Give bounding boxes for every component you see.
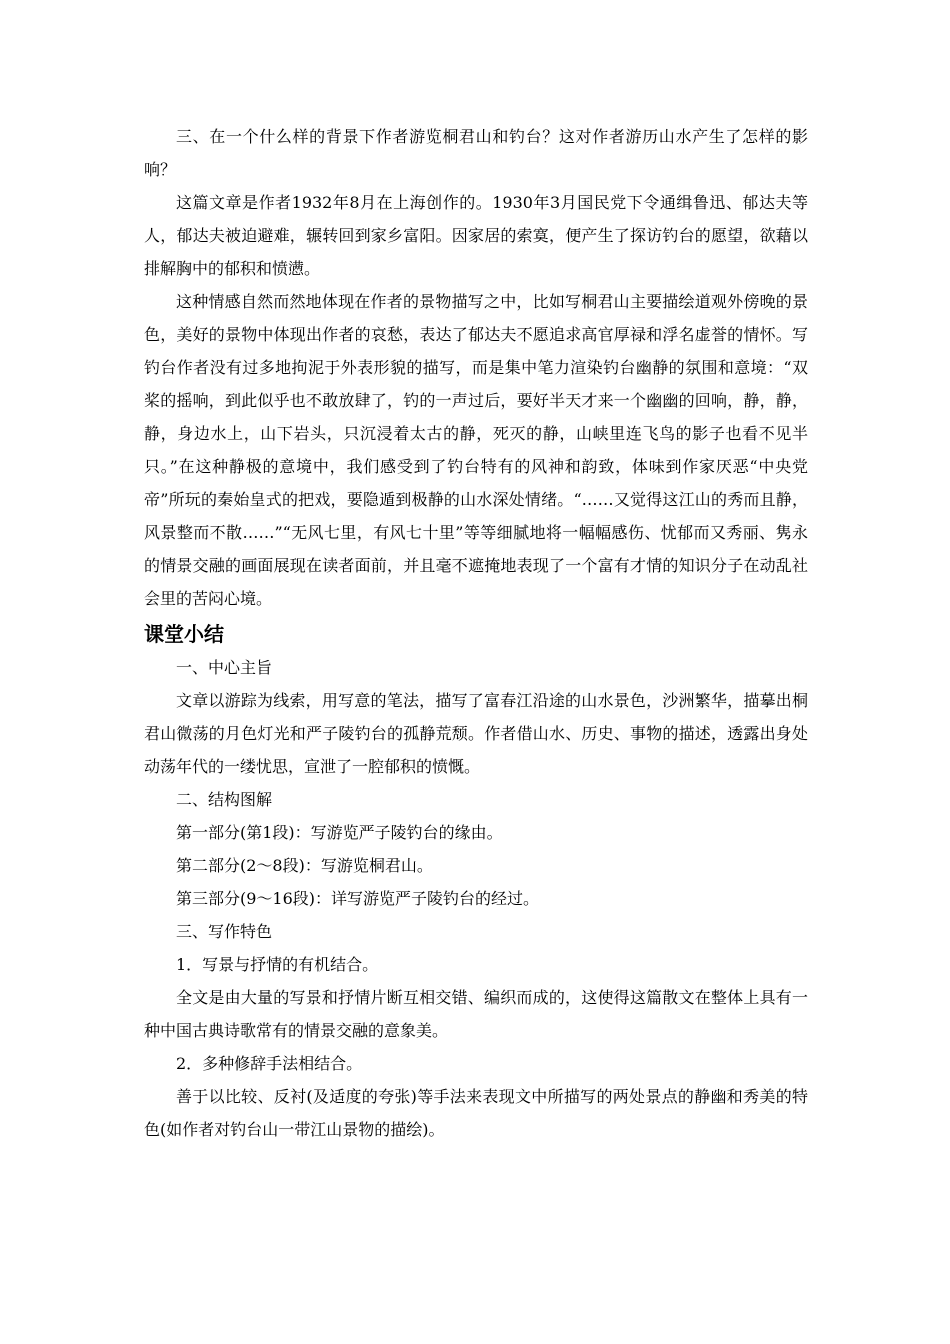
structure-part-two: 第二部分(2～8段)：写游览桐君山。 xyxy=(176,856,433,875)
structure-part-one: 第一部分(第1段)：写游览严子陵钓台的缘由。 xyxy=(176,823,503,842)
feature-two-title: 2．多种修辞手法相结合。 xyxy=(176,1054,363,1073)
summary-central-theme-body: 文章以游踪为线索，用写意的笔法，描写了富春江沿途的山水景色，沙洲繁华，描摹出桐君山微荡的月色灯光和严子陵钓台的孤静荒颓。作者借山水、历史、事物的描述，透露出身处动荡年代的一缕忧思，宣泄了一腔郁积的愤慨。 xyxy=(144,691,808,776)
summary-structure-title: 二、结构图解 xyxy=(176,790,273,809)
summary-central-theme-title: 一、中心主旨 xyxy=(176,658,273,677)
answer-paragraph-emotion: 这种情感自然而然地体现在作者的景物描写之中，比如写桐君山主要描绘道观外傍晚的景色，美好的景物中体现出作者的哀愁，表达了郁达夫不愿追求高官厚禄和浮名虚誉的情怀。写钓台作者没有过多地拘泥于外表形貌的描写，而是集中笔力渲染钓台幽静的氛围和意境：“双桨的摇响，到此似乎也不敢放肆了，钓的一声过后，要好半天才来一个幽幽的回响，静，静，静，身边水上，山下岩头，只沉浸着太古的静，死灭的静，山峡里连飞鸟的影子也看不见半只。”在这种静极的意境中，我们感受到了钓台特有的风神和韵致，体味到作家厌恶“中央党帝”所玩的秦始皇式的把戏，要隐遁到极静的山水深处情绪。“……又觉得这江山的秀而且静，风景整而不散……”“无风七里，有风七十里”等等细腻地将一幅幅感伤、忧郁而又秀丽、隽永的情景交融的画面展现在读者面前，并且毫不遮掩地表现了一个富有才情的知识分子在动乱社会里的苦闷心境。 xyxy=(144,292,808,608)
feature-two-body: 善于以比较、反衬(及适度的夸张)等手法来表现文中所描写的两处景点的静幽和秀美的特色(如作者对钓台山一带江山景物的描绘)。 xyxy=(144,1087,808,1139)
structure-part-three: 第三部分(9～16段)：详写游览严子陵钓台的经过。 xyxy=(176,889,540,908)
feature-one-body: 全文是由大量的写景和抒情片断互相交错、编织而成的，这使得这篇散文在整体上具有一种中国古典诗歌常有的情景交融的意象美。 xyxy=(144,988,808,1040)
summary-writing-features-title: 三、写作特色 xyxy=(176,922,273,941)
question-three: 三、在一个什么样的背景下作者游览桐君山和钓台？这对作者游历山水产生了怎样的影响？ xyxy=(144,127,808,179)
feature-one-title: 1．写景与抒情的有机结合。 xyxy=(176,955,379,974)
section-heading-class-summary: 课堂小结 xyxy=(144,622,224,646)
document-page xyxy=(144,120,808,1146)
answer-paragraph-background: 这篇文章是作者1932年8月在上海创作的。1930年3月国民党下令通缉鲁迅、郁达夫等人，郁达夫被迫避难，辗转回到家乡富阳。因家居的索寞，便产生了探访钓台的愿望，欲藉以排解胸中的郁积和愤懑。 xyxy=(144,193,808,278)
